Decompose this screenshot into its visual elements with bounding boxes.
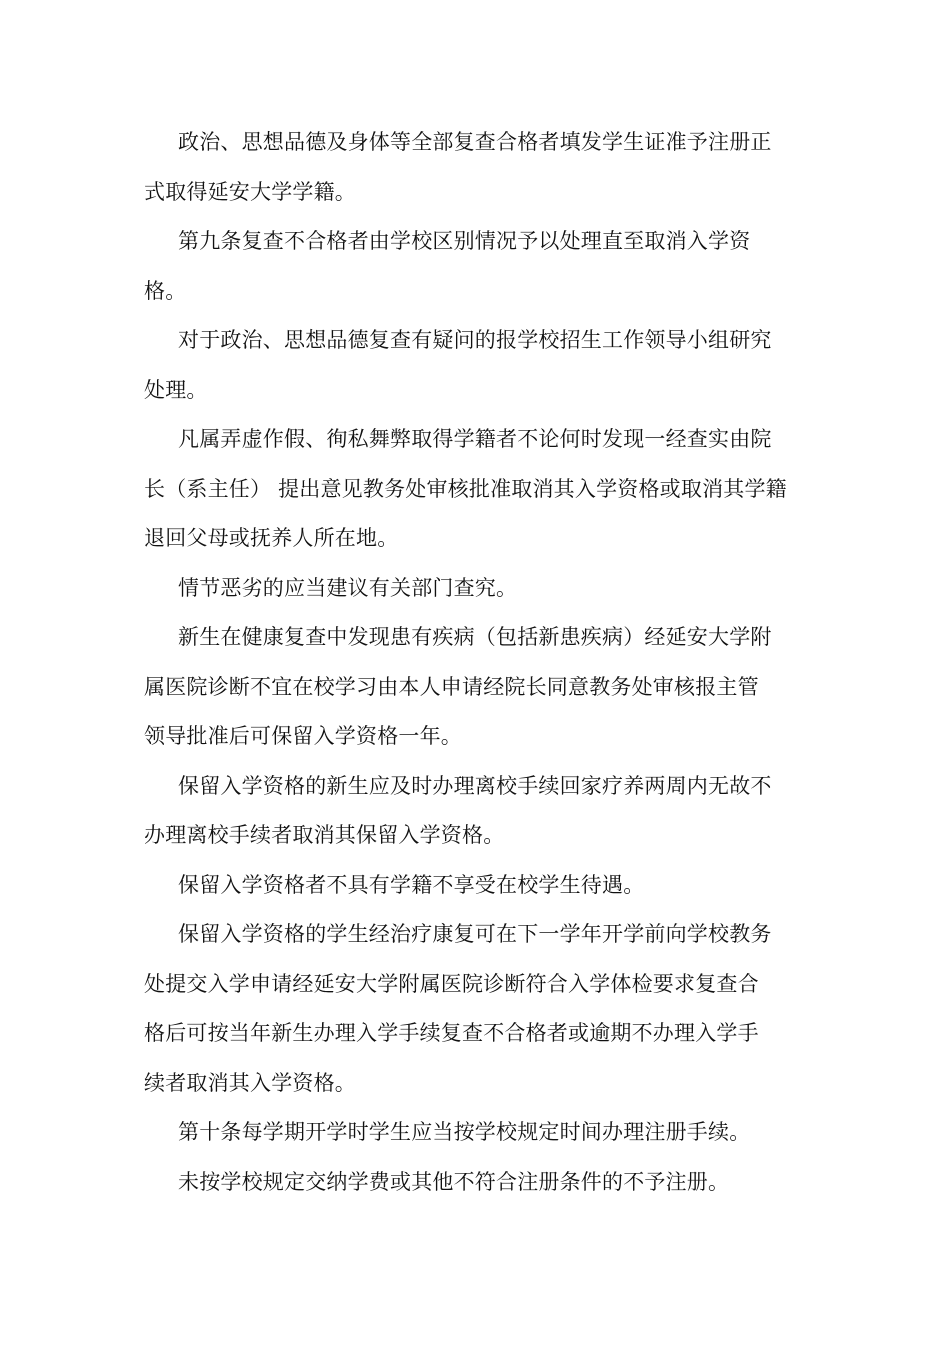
text-line: 格。 [144,278,187,303]
text-line: 政治、思想品德及身体等全部复查合格者填发学生证准予注册正 [178,130,772,154]
document-body [144,118,787,1207]
text-line: 属医院诊断不宜在校学习由本人申请经院长同意教务处审核报主管 [144,674,759,699]
text-line: 新生在健康复查中发现患有疾病（包括新患疾病）经延安大学附 [178,625,772,649]
paragraph [144,316,784,415]
text-line: 保留入学资格的学生经治疗康复可在下一学年开学前向学校教务 [178,922,772,946]
paragraph [144,415,787,564]
text-line: 对于政治、思想品德复查有疑问的报学校招生工作领导小组研究 [178,328,772,352]
text-line: 式取得延安大学学籍。 [144,179,356,204]
paragraph [144,564,784,614]
paragraph [144,613,784,762]
text-line: 长（系主任） 提出意见教务处审核批准取消其入学资格或取消其学籍 [144,476,787,501]
text-line: 退回父母或抚养人所在地。 [144,526,399,550]
paragraph [144,1158,784,1208]
text-line: 第十条每学期开学时学生应当按学校规定时间办理注册手续。 [178,1120,751,1144]
paragraph [144,762,784,861]
text-line: 格后可按当年新生办理入学手续复查不合格者或逾期不办理入学手 [144,1021,759,1045]
text-line: 保留入学资格者不具有学籍不享受在校学生待遇。 [178,872,645,897]
text-line: 处提交入学申请经延安大学附属医院诊断符合入学体检要求复查合 [144,971,759,996]
text-line: 凡属弄虚作假、徇私舞弊取得学籍者不论何时发现一经查实由院 [178,427,772,451]
text-line: 办理离校手续者取消其保留入学资格。 [144,823,505,847]
text-line: 保留入学资格的新生应及时办理离校手续回家疗养两周内无故不 [178,773,772,798]
text-line: 领导批准后可保留入学资格一年。 [144,724,462,748]
paragraph [144,1108,784,1158]
paragraph [144,861,784,911]
text-line: 情节恶劣的应当建议有关部门查究。 [178,575,518,600]
paragraph [144,910,784,1108]
paragraph [144,118,784,217]
text-line: 第九条复查不合格者由学校区别情况予以处理直至取消入学资 [178,229,751,253]
text-line: 未按学校规定交纳学费或其他不符合注册条件的不予注册。 [178,1169,730,1194]
text-line: 处理。 [144,377,208,402]
paragraph [144,217,784,316]
text-line: 续者取消其入学资格。 [144,1070,356,1095]
